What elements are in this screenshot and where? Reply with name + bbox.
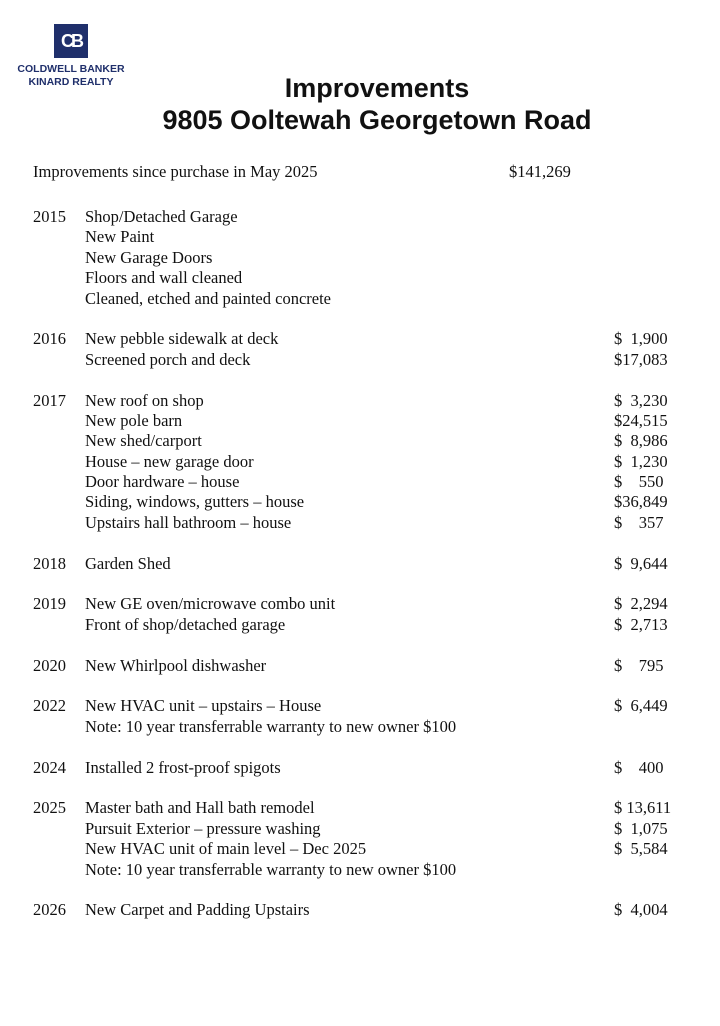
year-label: 2024 — [33, 757, 66, 777]
year-group — [0, 391, 720, 534]
list-item — [0, 431, 720, 451]
list-item — [0, 615, 720, 635]
page-title: Improvements — [284, 73, 470, 103]
year-group — [0, 656, 720, 676]
list-item — [0, 554, 720, 574]
item-description: Note: 10 year transferrable warranty to new owner $100 — [85, 859, 457, 879]
item-description: Shop/Detached Garage — [85, 207, 238, 226]
item-amount: $ 550 — [614, 472, 664, 492]
list-item — [0, 900, 720, 920]
list-item — [0, 472, 720, 492]
year-group — [0, 696, 720, 737]
logo-company-subname: KINARD REALTY — [28, 76, 114, 88]
list-item — [0, 289, 720, 309]
item-amount: $ 9,644 — [614, 553, 668, 573]
list-item — [0, 207, 720, 227]
item-amount: $ 13,611 — [614, 798, 672, 818]
item-description: New Paint — [85, 227, 155, 247]
item-amount: $ 6,449 — [614, 696, 668, 716]
list-item — [0, 227, 720, 247]
year-label: 2022 — [33, 696, 66, 716]
item-description: Door hardware – house — [85, 472, 240, 492]
list-item — [0, 696, 720, 716]
list-item — [0, 819, 720, 839]
improvements-list — [0, 207, 720, 941]
year-label: 2015 — [33, 207, 66, 226]
list-item — [0, 594, 720, 614]
item-amount: $ 357 — [614, 512, 664, 532]
item-description: New shed/carport — [85, 431, 202, 451]
year-label: 2018 — [33, 553, 66, 573]
list-item — [0, 717, 720, 737]
year-group — [0, 594, 720, 635]
item-description: Garden Shed — [85, 553, 171, 573]
list-item — [0, 329, 720, 349]
item-description: New pebble sidewalk at deck — [85, 329, 279, 349]
list-item — [0, 656, 720, 676]
summary-label: Improvements since purchase in May 2025 — [33, 162, 318, 181]
year-group — [0, 758, 720, 778]
item-amount: $36,849 — [614, 492, 668, 512]
item-amount: $ 2,294 — [614, 594, 668, 614]
item-description: New Carpet and Padding Upstairs — [85, 900, 310, 920]
summary-total: $141,269 — [509, 162, 571, 181]
item-amount: $ 1,230 — [614, 451, 668, 471]
item-description: Pursuit Exterior – pressure washing — [85, 818, 321, 838]
year-group — [0, 554, 720, 574]
item-amount: $ 1,900 — [614, 329, 668, 349]
item-description: Upstairs hall bathroom – house — [85, 512, 292, 532]
item-amount: $ 795 — [614, 655, 664, 675]
item-description: New HVAC unit of main level – Dec 2025 — [85, 839, 367, 859]
year-label: 2017 — [33, 390, 66, 410]
item-description: New roof on shop — [85, 390, 204, 410]
item-amount: $ 3,230 — [614, 390, 668, 410]
item-description: Note: 10 year transferrable warranty to new owner $100 — [85, 716, 457, 736]
item-description: House – new garage door — [85, 451, 254, 471]
item-description: New GE oven/microwave combo unit — [85, 594, 336, 614]
item-description: Front of shop/detached garage — [85, 614, 286, 634]
list-item — [0, 268, 720, 288]
list-item — [0, 860, 720, 880]
item-amount: $ 8,986 — [614, 431, 668, 451]
logo-company-name: COLDWELL BANKER — [17, 63, 125, 75]
item-amount: $ 400 — [614, 757, 664, 777]
item-amount: $ 2,713 — [614, 614, 668, 634]
year-label: 2025 — [33, 798, 66, 818]
list-item — [0, 391, 720, 411]
item-description: Installed 2 frost-proof spigots — [85, 757, 281, 777]
item-description: New pole barn — [85, 410, 183, 430]
property-address: 9805 Ooltewah Georgetown Road — [162, 105, 592, 135]
list-item — [0, 452, 720, 472]
year-label: 2016 — [33, 329, 66, 349]
item-amount: $ 4,004 — [614, 900, 668, 920]
list-item — [0, 248, 720, 268]
list-item — [0, 758, 720, 778]
list-item — [0, 492, 720, 512]
item-description: Master bath and Hall bath remodel — [85, 798, 315, 818]
list-item — [0, 839, 720, 859]
year-label: 2026 — [33, 900, 66, 920]
item-description: Screened porch and deck — [85, 349, 251, 369]
year-label: 2020 — [33, 655, 66, 675]
list-item — [0, 411, 720, 431]
item-description: New HVAC unit – upstairs – House — [85, 696, 322, 716]
item-amount: $24,515 — [614, 410, 668, 430]
year-label: 2019 — [33, 594, 66, 614]
year-group — [0, 900, 720, 920]
list-item — [0, 513, 720, 533]
year-group — [0, 207, 720, 309]
item-description: Floors and wall cleaned — [85, 268, 243, 288]
item-description: Siding, windows, gutters – house — [85, 492, 305, 512]
year-group — [0, 798, 720, 880]
item-amount: $17,083 — [614, 349, 668, 369]
list-item — [0, 798, 720, 818]
year-group — [0, 329, 720, 370]
list-item — [0, 350, 720, 370]
item-description: New Garage Doors — [85, 247, 213, 267]
item-description: New Whirlpool dishwasher — [85, 655, 267, 675]
item-amount: $ 1,075 — [614, 818, 668, 838]
item-amount: $ 5,584 — [614, 839, 668, 859]
item-description: Cleaned, etched and painted concrete — [85, 288, 332, 308]
logo-mark: CB — [54, 24, 88, 58]
